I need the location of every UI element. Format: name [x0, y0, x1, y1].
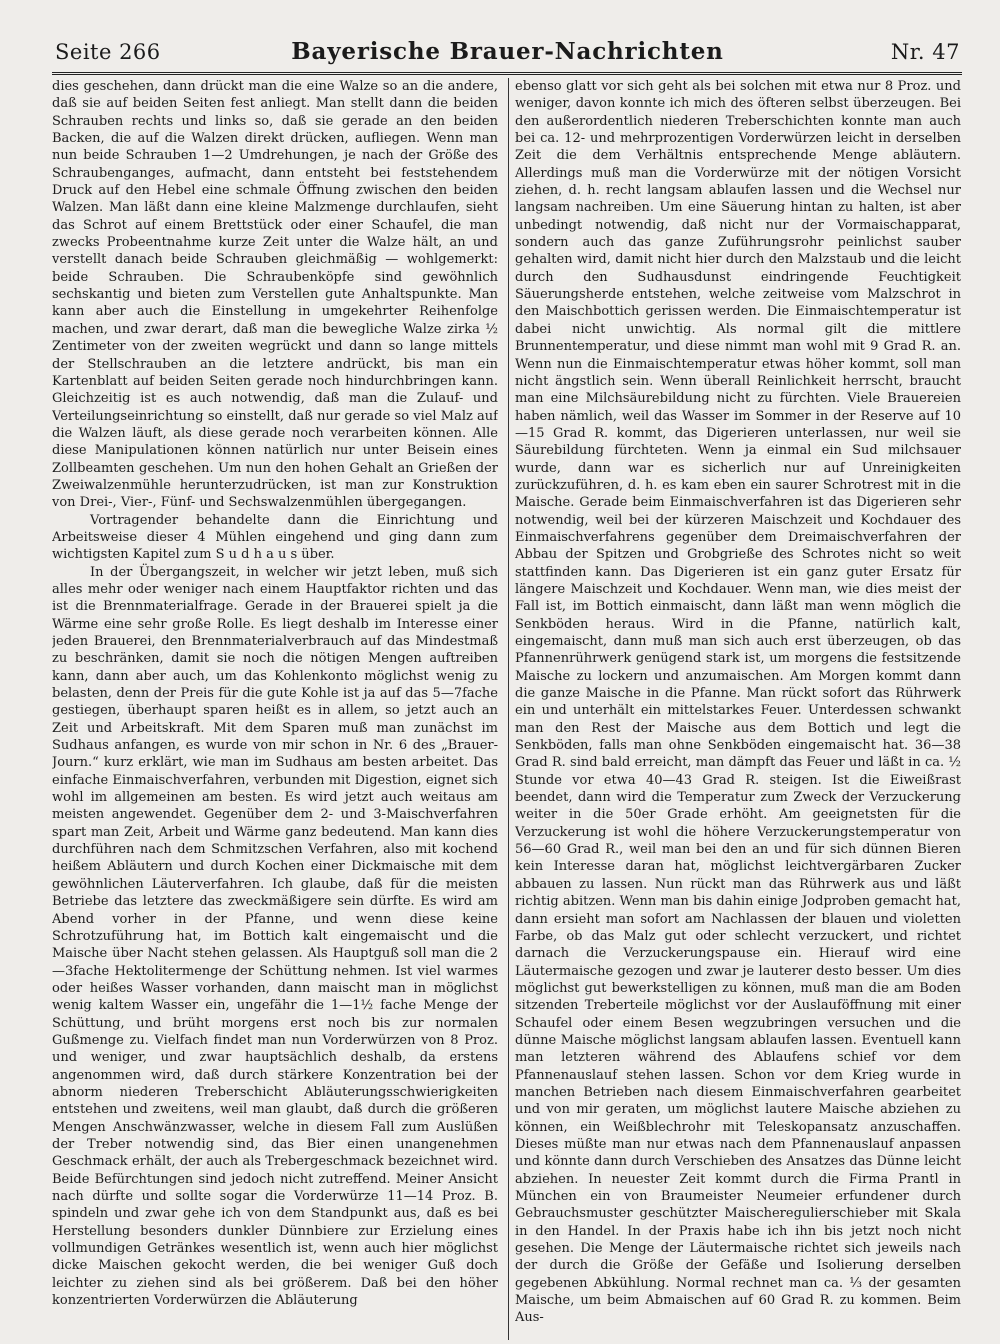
- issue-number: Nr. 47: [890, 40, 960, 64]
- paragraph: In der Übergangszeit, in welcher wir jetzt leben, muß sich alles mehr oder weniger nach einem Hauptfaktor richten und das ist die Brennmaterialfrage. Gerade in der Brauerei spielt ja die Wärme eine sehr große Rolle. Es liegt deshalb im Interesse einer jeden Brauerei, den Brennmaterialverbrauch auf das Mindestmaß zu beschränken, damit sie noch die nötigen Mengen auftreiben kann, dann aber auch, um das Kohlenkonto möglichst wenig zu belasten, denn der Preis für die gute Kohle ist ja auf das 5—7fache gestiegen, überhaupt sparen heißt es in allem, so jetzt auch an Zeit und Arbeitskraft. Mit dem Sparen muß man zunächst im Sudhaus anfangen, es wurde von mir schon in Nr. 6 des „Brauer-Journ.“ kurz erklärt, wie man im Sudhaus am besten arbeitet. Das einfache Einmaischverfahren, verbunden mit Digestion, eignet sich wohl im allgemeinen am besten. Es wird jetzt auch weitaus am meisten angewendet. Gegenüber dem 2- und 3-Maischverfahren spart man Zeit, Arbeit und Wärme ganz bedeutend. Man kann dies durchführen nach dem Schmitzschen Verfahren, also mit kochend heißem Abläutern und durch Kochen einer Dickmaische mit dem gewöhnlichen Läuterverfahren. Ich glaube, daß für die meisten Betriebe das letztere das zweckmäßigere sein dürfte. Es wird am Abend vorher in der Pfanne, und wenn diese keine Schrotzuführung hat, im Bottich kalt eingemaischt und die Maische über Nacht stehen gelassen. Als Hauptguß soll man die 2—3fache Hektolitermenge der Schüttung nehmen. Ist viel warmes oder heißes Wasser vorhanden, dann maischt man in möglichst wenig kaltem Wasser ein, ungefähr die 1—1½ fache Menge der Schüttung, und brüht morgens erst noch bis zur normalen Gußmenge zu. Vielfach findet man nun Vorderwürzen von 8 Proz. und weniger, und zwar hauptsächlich deshalb, da erstens angenommen wird, daß durch stärkere Konzentration bei der abnorm niederen Treberschicht Abläuterungsschwierigkeiten entstehen und zweitens, weil man glaubt, daß durch die größeren Mengen Anschwänzwasser, welche in diesem Fall zum Auslüßen der Treber notwendig sind, das Bier einen unangenehmen Geschmack erhält, der auch als Trebergeschmack bezeichnet wird. Beide Befürchtungen sind jedoch nicht zutreffend. Meiner Ansicht nach dürfte und sollte sogar die Vorderwürze 11—14 Proz. B. spindeln und zwar gehe ich von dem Standpunkt aus, daß es bei Herstellung besonders dunkler Dünnbiere zur Erzielung eines vollmundigen Getränkes wesentlich ist, wenn auch hier möglichst dicke Maischen gekocht werden, die bei weniger Guß doch leichter zu ziehen sind als bei größerem. Daß bei den höher konzentrierten Vorderwürzen die Abläuterung: [52, 564, 498, 1309]
- paragraph: Vortragender behandelte dann die Einrichtung und Arbeitsweise dieser 4 Mühlen eingehend und ging dann zum wichtigsten Kapitel zum S u d h a u s über.: [52, 512, 498, 563]
- left-column: [52, 78, 498, 1340]
- journal-title: Bayerische Brauer-Nachrichten: [291, 38, 724, 65]
- right-column: [515, 78, 961, 1340]
- paragraph: ebenso glatt vor sich geht als bei solchen mit etwa nur 8 Proz. und weniger, davon konnte ich mich des öfteren selbst überzeugen. Bei den außerordentlich niederen Treberschichten konnte man auch bei ca. 12- und mehrprozentigen Vorderwürzen leicht in derselben Zeit die dem Verhältnis entsprechende Menge abläutern. Allerdings muß man die Vorderwürze mit der nötigen Vorsicht ziehen, d. h. recht langsam ablaufen lassen und die Wechsel nur langsam nachreiben. Um eine Säuerung hintan zu halten, ist aber unbedingt notwendig, daß nicht nur der Vormaischapparat, sondern auch das ganze Zuführungsrohr peinlichst sauber gehalten wird, damit nicht hier durch den Malzstaub und die leicht durch den Sudhausdunst eindringende Feuchtigkeit Säuerungsherde entstehen, welche zeitweise vom Malzschrot in den Maischbottich gerissen werden. Die Einmaischtemperatur ist dabei nicht unwichtig. Als normal gilt die mittlere Brunnentemperatur, und diese nimmt man wohl mit 9 Grad R. an. Wenn nun die Einmaischtemperatur etwas höher kommt, soll man nicht ängstlich sein. Wenn überall Reinlichkeit herrscht, braucht man eine Milchsäurebildung nicht zu fürchten. Viele Brauereien haben nämlich, weil das Wasser im Sommer in der Reserve auf 10—15 Grad R. kommt, das Digerieren unterlassen, nur weil sie Säurebildung fürchteten. Wenn ja einmal ein Sud milchsauer wurde, dann war es sicherlich nur auf Unreinigkeiten zurückzuführen, d. h. es kam eben ein saurer Schrotrest mit in die Maische. Gerade beim Einmaischverfahren ist das Digerieren sehr notwendig, weil bei der kürzeren Maischzeit und Kochdauer des Einmaischverfahrens gegenüber dem Dreimaischverfahren der Abbau der Spitzen und Grobgrieße des Schrotes nicht so weit stattfinden kann. Das Digerieren ist ein ganz guter Ersatz für längere Maischzeit und Kochdauer. Wenn man, wie dies meist der Fall ist, im Bottich einmaischt, dann läßt man wenn möglich die Senkböden heraus. Wird in die Pfanne, natürlich kalt, eingemaischt, dann muß man sich auch erst überzeugen, ob das Pfannenrührwerk genügend stark ist, um morgens die festsitzende Maische zu lockern und anzumaischen. Am Morgen kommt dann die ganze Maische in die Pfanne. Man rückt sofort das Rührwerk ein und unterhält ein mittelstarkes Feuer. Unterdessen schwankt man den Rest der Maische aus dem Bottich und legt die Senkböden, falls man ohne Senkböden eingemaischt hat. 36—38 Grad R. sind bald erreicht, man dämpft das Feuer und läßt in ca. ½ Stunde vor etwa 40—43 Grad R. steigen. Ist die Eiweißrast beendet, dann wird die Temperatur zum Zweck der Verzuckerung weiter in die 50er Grade erhöht. Am geeignetsten für die Verzuckerung ist wohl die höhere Verzuckerungstemperatur von 56—60 Grad R., weil man bei den an und für sich dünnen Bieren kein Interesse daran hat, möglichst leichtvergärbaren Zucker abbauen zu lassen. Nun rückt man das Rührwerk aus und läßt richtig abitzen. Wenn man bis dahin einige Jodproben gemacht hat, dann ersieht man sofort am Nachlassen der blauen und violetten Farbe, ob das Malz gut oder schlecht verzuckert, und richtet darnach die Verzuckerungspause ein. Hierauf wird eine Läutermaische gezogen und zwar je lauterer desto besser. Um dies möglichst gut bewerkstelligen zu können, muß man die am Boden sitzenden Treberteile möglichst vor der Auslauföffnung mit einer Schaufel oder einem Besen wegzubringen versuchen und die dünne Maische möglichst langsam ablaufen lassen. Eventuell kann man letzteren während des Ablaufens schief vor dem Pfannenauslauf stehen lassen. Schon vor dem Krieg wurde in manchen Betrieben nach diesem Einmaischverfahren gearbeitet und von mir geraten, um möglichst lautere Maische abziehen zu können, ein Weißblechrohr mit Teleskopansatz anzuschaffen. Dieses müßte man nur etwas nach dem Pfannenauslauf anpassen und könnte dann durch Verschieben des Ansatzes das Dünne leicht abziehen. In neuester Zeit kommt durch die Firma Prantl in München ein von Braumeister Neumeier erfundener durch Gebrauchsmuster geschützter Maischeregulierschieber mit Skala in den Handel. In der Praxis habe ich ihn bis jetzt noch nicht gesehen. Die Menge der Läutermaische richtet sich jeweils nach der durch die Größe der Gefäße und Isolierung derselben gegebenen Abkühlung. Normal rechnet man ca. ⅓ der gesamten Maische, um beim Abmaischen auf 60 Grad R. zu kommen. Beim Aus-: [515, 79, 961, 1326]
- page-header: [55, 36, 960, 74]
- column-divider: [508, 78, 509, 1340]
- paragraph: dies geschehen, dann drückt man die eine Walze so an die andere, daß sie auf beiden Seiten fest anliegt. Man stellt dann die beiden Schrauben rechts und links so, daß sie gerade an den beiden Backen, die auf die Walzen direkt drücken, aufliegen. Wenn man nun beide Schrauben 1—2 Umdrehungen, je nach der Größe des Schraubenganges, aufmacht, dann entsteht bei feststehendem Druck auf den Hebel eine schmale Öffnung zwischen den beiden Walzen. Man läßt dann eine kleine Malzmenge durchlaufen, sieht das Schrot auf einem Brettstück oder einer Schaufel, die man zwecks Probeentnahme kurze Zeit unter die Walze hält, an und verstellt danach beide Schrauben gleichmäßig — wohlgemerkt: beide Schrauben. Die Schraubenköpfe sind gewöhnlich sechskantig und bieten zum Verstellen gute Anhaltspunkte. Man kann aber auch die Einstellung in umgekehrter Reihenfolge machen, und zwar derart, daß man die bewegliche Walze zirka ½ Zentimeter von der zweiten wegrückt und dann so lange mittels der Stellschrauben an die letztere andrückt, bis man ein Kartenblatt auf beiden Seiten gerade noch hindurchbringen kann. Gleichzeitig ist es auch notwendig, daß man die Zulauf- und Verteilungseinrichtung so einstellt, daß nur gerade so viel Malz auf die Walzen läuft, als diese gerade noch verarbeiten können. Alle diese Manipulationen können natürlich nur unter Beisein eines Zollbeamten geschehen. Um nun den hohen Gehalt an Grießen der Zweiwalzenmühle herunterzudrücken, ist man zur Konstruktion von Drei-, Vier-, Fünf- und Sechswalzenmühlen übergegangen.: [52, 79, 498, 511]
- header-rule: [52, 72, 962, 75]
- page-number: Seite 266: [55, 40, 161, 64]
